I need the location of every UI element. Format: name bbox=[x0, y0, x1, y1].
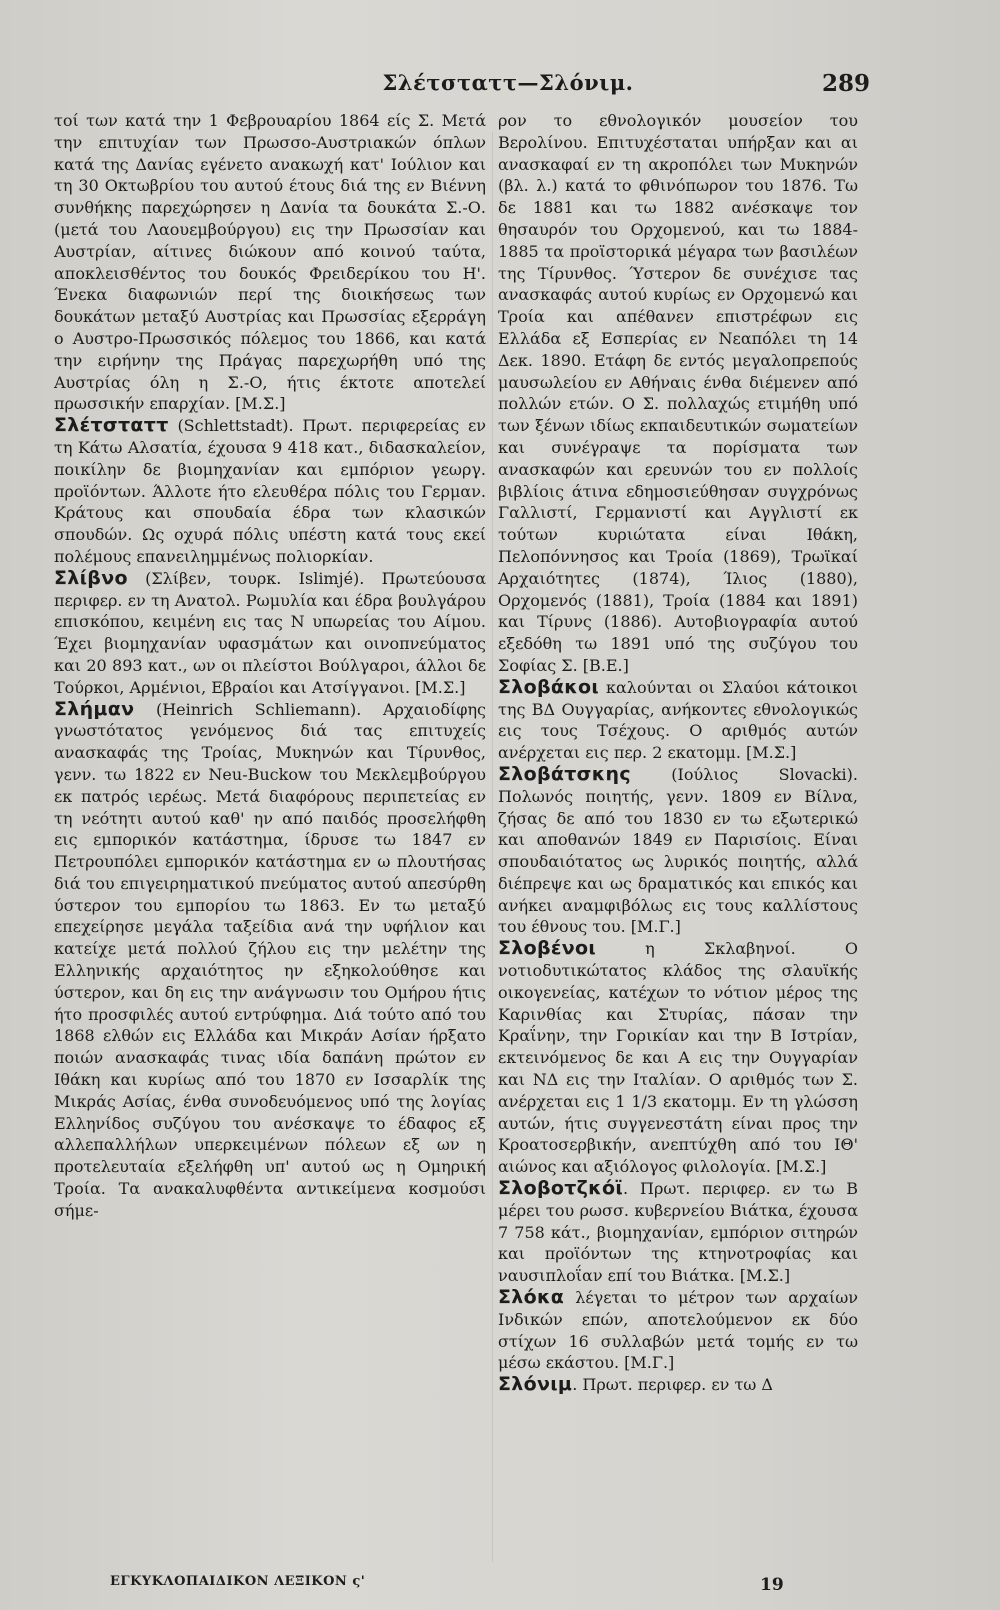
dictionary-entry bbox=[498, 1178, 858, 1287]
entry-headword: Σλίβνο bbox=[54, 566, 128, 589]
entry-continuation bbox=[54, 110, 486, 415]
entry-headword: Σλόνιμ bbox=[498, 1373, 573, 1396]
page-number: 289 bbox=[821, 70, 870, 97]
column-divider bbox=[492, 132, 493, 1562]
entry-headword: Σλέτσταττ bbox=[54, 414, 169, 437]
dictionary-entry bbox=[54, 415, 486, 568]
printer-signature: ΕΓΚΥΚΛΟΠΑΙΔΙΚΟΝ ΛΕΞΙΚΟΝ ς' bbox=[110, 1574, 366, 1589]
signature-number: 19 bbox=[760, 1575, 784, 1595]
entry-text: καλούνται οι Σλαύοι κάτοικοι της ΒΔ Ουγγαρίας, ανήκοντες εθνολογικώς εις τους Τσέχους. Ο αριθμός αυτών ανέρχεται εις περ. 2 εκατομμ. [Μ.Σ.] bbox=[498, 677, 858, 763]
dictionary-entry bbox=[498, 677, 858, 764]
entry-headword: Σλοβένοι bbox=[498, 937, 597, 960]
entry-headword: Σλοβοτζκόϊ bbox=[498, 1177, 624, 1200]
dictionary-entry bbox=[498, 764, 858, 938]
entry-text: (Schlettstadt). Πρωτ. περιφερείας εν τη Κάτω Αλσατία, έχουσα 9 418 κατ., διδασκαλείον, ποικίλην δε βιομηχανίαν και εμπόριον γεωργ. προϊόντων. Άλλοτε ήτο ελευθέρα πόλις του Γερμαν. Κράτους και σπουδαία έδρα των κλασικών σπουδών. Ως οχυρά πόλις υπέστη κατά τους εκεί πολέμους επανειλημμένως πολιορκίαν. bbox=[54, 416, 486, 566]
entry-text: ρον το εθνολογικόν μουσείον του Βερολίνου. Επιτυχέσταται υπήρξαν και αι ανασκαφαί εν τη ακροπόλει των Μυκηνών (βλ. λ.) κατά το φθινόπωρον του 1876. Τω δε 1881 και τω 1882 ανέσκαψε τον θησαυρόν του Ορχομενού, και τω 1884-1885 τα προϊστορικά μέγαρα των βασιλέων της Τίρυνθος. Ύστερον δε συνέχισε τας ανασκαφάς αυτού κυρίως εν Ορχομενώ και Τροία και απέθανεν επιστρέφων εις Ελλάδα εξ Εσπερίας εν Νεαπόλει τη 14 Δεκ. 1890. Ετάφη δε εντός μεγαλοπρεπούς μαυσωλείου εν Αθήναις ένθα διέμενεν από πολλών ετών. Ο Σ. πολλαχώς ετιμήθη υπό των ξένων ιδίως εκπαιδευτικών σωματείων και συνέγραψε τα πορίσματα των ανασκαφών και ερευνών του εν πολλοίς βιβλίοις άτινα εδημοσιεύθησαν συγχρόνως Γαλλιστί, Γερμανιστί και Αγγλιστί εκ τούτων κυριώτατα είναι Ιθάκη, Πελοπόννησος και Τροία (1869), Τρωϊκαί Αρχαιότητες (1874), Ίλιος (1880), Ορχομενός (1881), Τροία (1884 και 1891) και Τίρυνς (1886). Αυτοβιογραφία αυτού εξεδόθη τω 1891 υπό της συζύγου του Σοφίας Σ. [Β.Ε.] bbox=[498, 111, 858, 675]
right-column bbox=[498, 110, 858, 1396]
entry-text: η Σκλαβηνοί. Ο νοτιοδυτικώτατος κλάδος της σλαυϊκής οικογενείας, κατέχων το νότιον μέρος της Καρινθίας και Στυρίας, πάσαν την Κραΐνην, την Γορικίαν και την Β Ιστρίαν, εκτεινόμενος δε και Α εις την Ουγγαρίαν και ΝΔ εις την Ιταλίαν. Ο αριθμός των Σ. ανέρχεται εις 1 1/3 εκατομμ. Εν τη γλώσση αυτών, ήτις συγγενεστάτη είναι προς την Κροατοσερβικήν, ανεπτύχθη από του ΙΘ' αιώνος και αξιόλογος φιλολογία. [Μ.Σ.] bbox=[498, 939, 858, 1177]
left-column bbox=[54, 110, 486, 1222]
entry-text: (Σλίβεν, τουρκ. Islimjé). Πρωτεύουσα περιφερ. εν τη Ανατολ. Ρωμυλία και έδρα βουλγάρου επισκόπου, κειμένη εις τας Ν υπωρείας του Αίμου. Έχει βιομηχανίαν υφασμάτων και οινοπνεύματος και 20 893 κατ., ων οι πλείστοι Βούλγαροι, άλλοι δε Τούρκοι, Αρμένιοι, Εβραίοι και Ατσίγγανοι. [Μ.Σ.] bbox=[54, 568, 486, 697]
entry-headword: Σλοβάκοι bbox=[498, 675, 600, 698]
dictionary-entry bbox=[498, 1374, 858, 1396]
entry-text: (Ιούλιος Slovacki). Πολωνός ποιητής, γενν. 1809 εν Βίλνα, ζήσας δε από του 1830 εν τω εξωτερικώ και αποθανών 1849 εν Παρισίοις. Είναι σπουδαιότατος ως λυρικός ποιητής, αλλά διέπρεψε και ως δραματικός και επικός και ανήκει αναμφιβόλως εις τους καλλίστους του έθνους του. [Μ.Γ.] bbox=[498, 764, 858, 937]
entry-text: . Πρωτ. περιφερ. εν τω Β μέρει του ρωσσ. κυβερνείου Βιάτκα, έχουσα 7 758 κάτ., βιομηχανίαν, εμπόριον σιτηρών και προϊόντων της κτηνοτροφίας και ναυσιπλοΐαν επί του Βιάτκα. [Μ.Σ.] bbox=[498, 1179, 858, 1286]
dictionary-entry bbox=[54, 699, 486, 1222]
entry-text: (Heinrich Schliemann). Αρχαιοδίφης γνωστότατος γενόμενος διά τας επιτυχείς ανασκαφάς της Τροίας, Μυκηνών και Τίρυνθος, γενν. τω 1822 εν Neu-Buckow του Μεκλεμβούργου εκ πατρός ιερέως. Μετά διαφόρους περιπετείας εν τη νεότητι αυτού καθ' ην από παιδός προσελήφθη εις εμπορικόν κατάστημα, ίδρυσε τω 1847 εν Πετρουπόλει εμπορικόν κατάστημα εν ω πλουτήσας διά του επιγειρηματικού πνεύματος αυτού απεσύρθη ύστερον του εμπορίου τω 1863. Εν τω μεταξύ επεχείρησε μεγάλα ταξείδια ανά την υφήλιον και κατείχε μετά πολλού ζήλου εις την μελέτην της Ελληνικής αρχαιότητος ην εξηκολούθησε και ύστερον, και δη εις την ανάγνωσιν του Ομήρου ήτις ήτο προσφιλές αυτού εντρύφημα. Διά τούτο από του 1868 ελθών εις Ελλάδα και Μικράν Ασίαν ήρξατο ποιών ανασκαφάς τινας ιδία δαπάνη πρώτον εν Ιθάκη και κυρίως από του 1870 εν Ισσαρλίκ της Μικράς Ασίας, ένθα συνοδευόμενος υπό της λογίας Ελληνίδος συζύγου του ανέσκαψε το έδαφος εξ αλλεπαλλήλων υπερκειμένων πόλεων εξ ων η προτελευταία εξελήφθη υπ' αυτού ως η Ομηρική Τροία. Τα ανακαλυφθέντα αντικείμενα κοσμούσι σήμε- bbox=[54, 699, 486, 1220]
running-head-title: Σλέτσταττ—Σλόνιμ. bbox=[382, 70, 634, 95]
dictionary-entry bbox=[498, 938, 858, 1178]
entry-continuation bbox=[498, 110, 858, 677]
entry-headword: Σλοβάτσκης bbox=[498, 762, 631, 785]
dictionary-entry bbox=[54, 568, 486, 699]
entry-text: . Πρωτ. περιφερ. εν τω Δ bbox=[572, 1375, 773, 1395]
dictionary-entry bbox=[498, 1287, 858, 1374]
entry-headword: Σλόκα bbox=[498, 1286, 565, 1309]
entry-headword: Σλήμαν bbox=[54, 697, 135, 720]
running-head bbox=[0, 70, 1000, 100]
entry-text: τοί των κατά την 1 Φεβρουαρίου 1864 είς Σ. Μετά την επιτυχίαν των Πρωσσο-Αυστριακών όπλων κατά της Δανίας εγένετο ανακωχή κατ' Ιούλιον και τη 30 Οκτωβρίου του αυτού έτους διά της εν Βιέννη συνθήκης παρεχώρησεν η Δανία τα δουκάτα Σ.-Ο. (μετά του Λαουεμβούργου) εις την Πρωσσίαν και Αυστρίαν, αίτινες διώκουν από κοινού ταύτα, αποκλεισθέντος του δουκός Φρειδερίκου του Η'. Ένεκα διαφωνιών περί της διοικήσεως των δουκάτων μεταξύ Αυστρίας και Πρωσσίας εξερράγη ο Αυστρο-Πρωσσικός πόλεμος του 1866, και κατά την ειρήνην της Πράγας παρεχωρήθη υπό της Αυστρίας όλη η Σ.-Ο, ήτις έκτοτε αποτελεί πρωσσικήν επαρχίαν. [Μ.Σ.] bbox=[54, 111, 486, 414]
entry-text: λέγεται το μέτρον των αρχαίων Ινδικών επών, αποτελούμενον εκ δύο στίχων 16 συλλαβών μετά τομής εν τω μέσω εκάστου. [Μ.Γ.] bbox=[498, 1288, 858, 1373]
